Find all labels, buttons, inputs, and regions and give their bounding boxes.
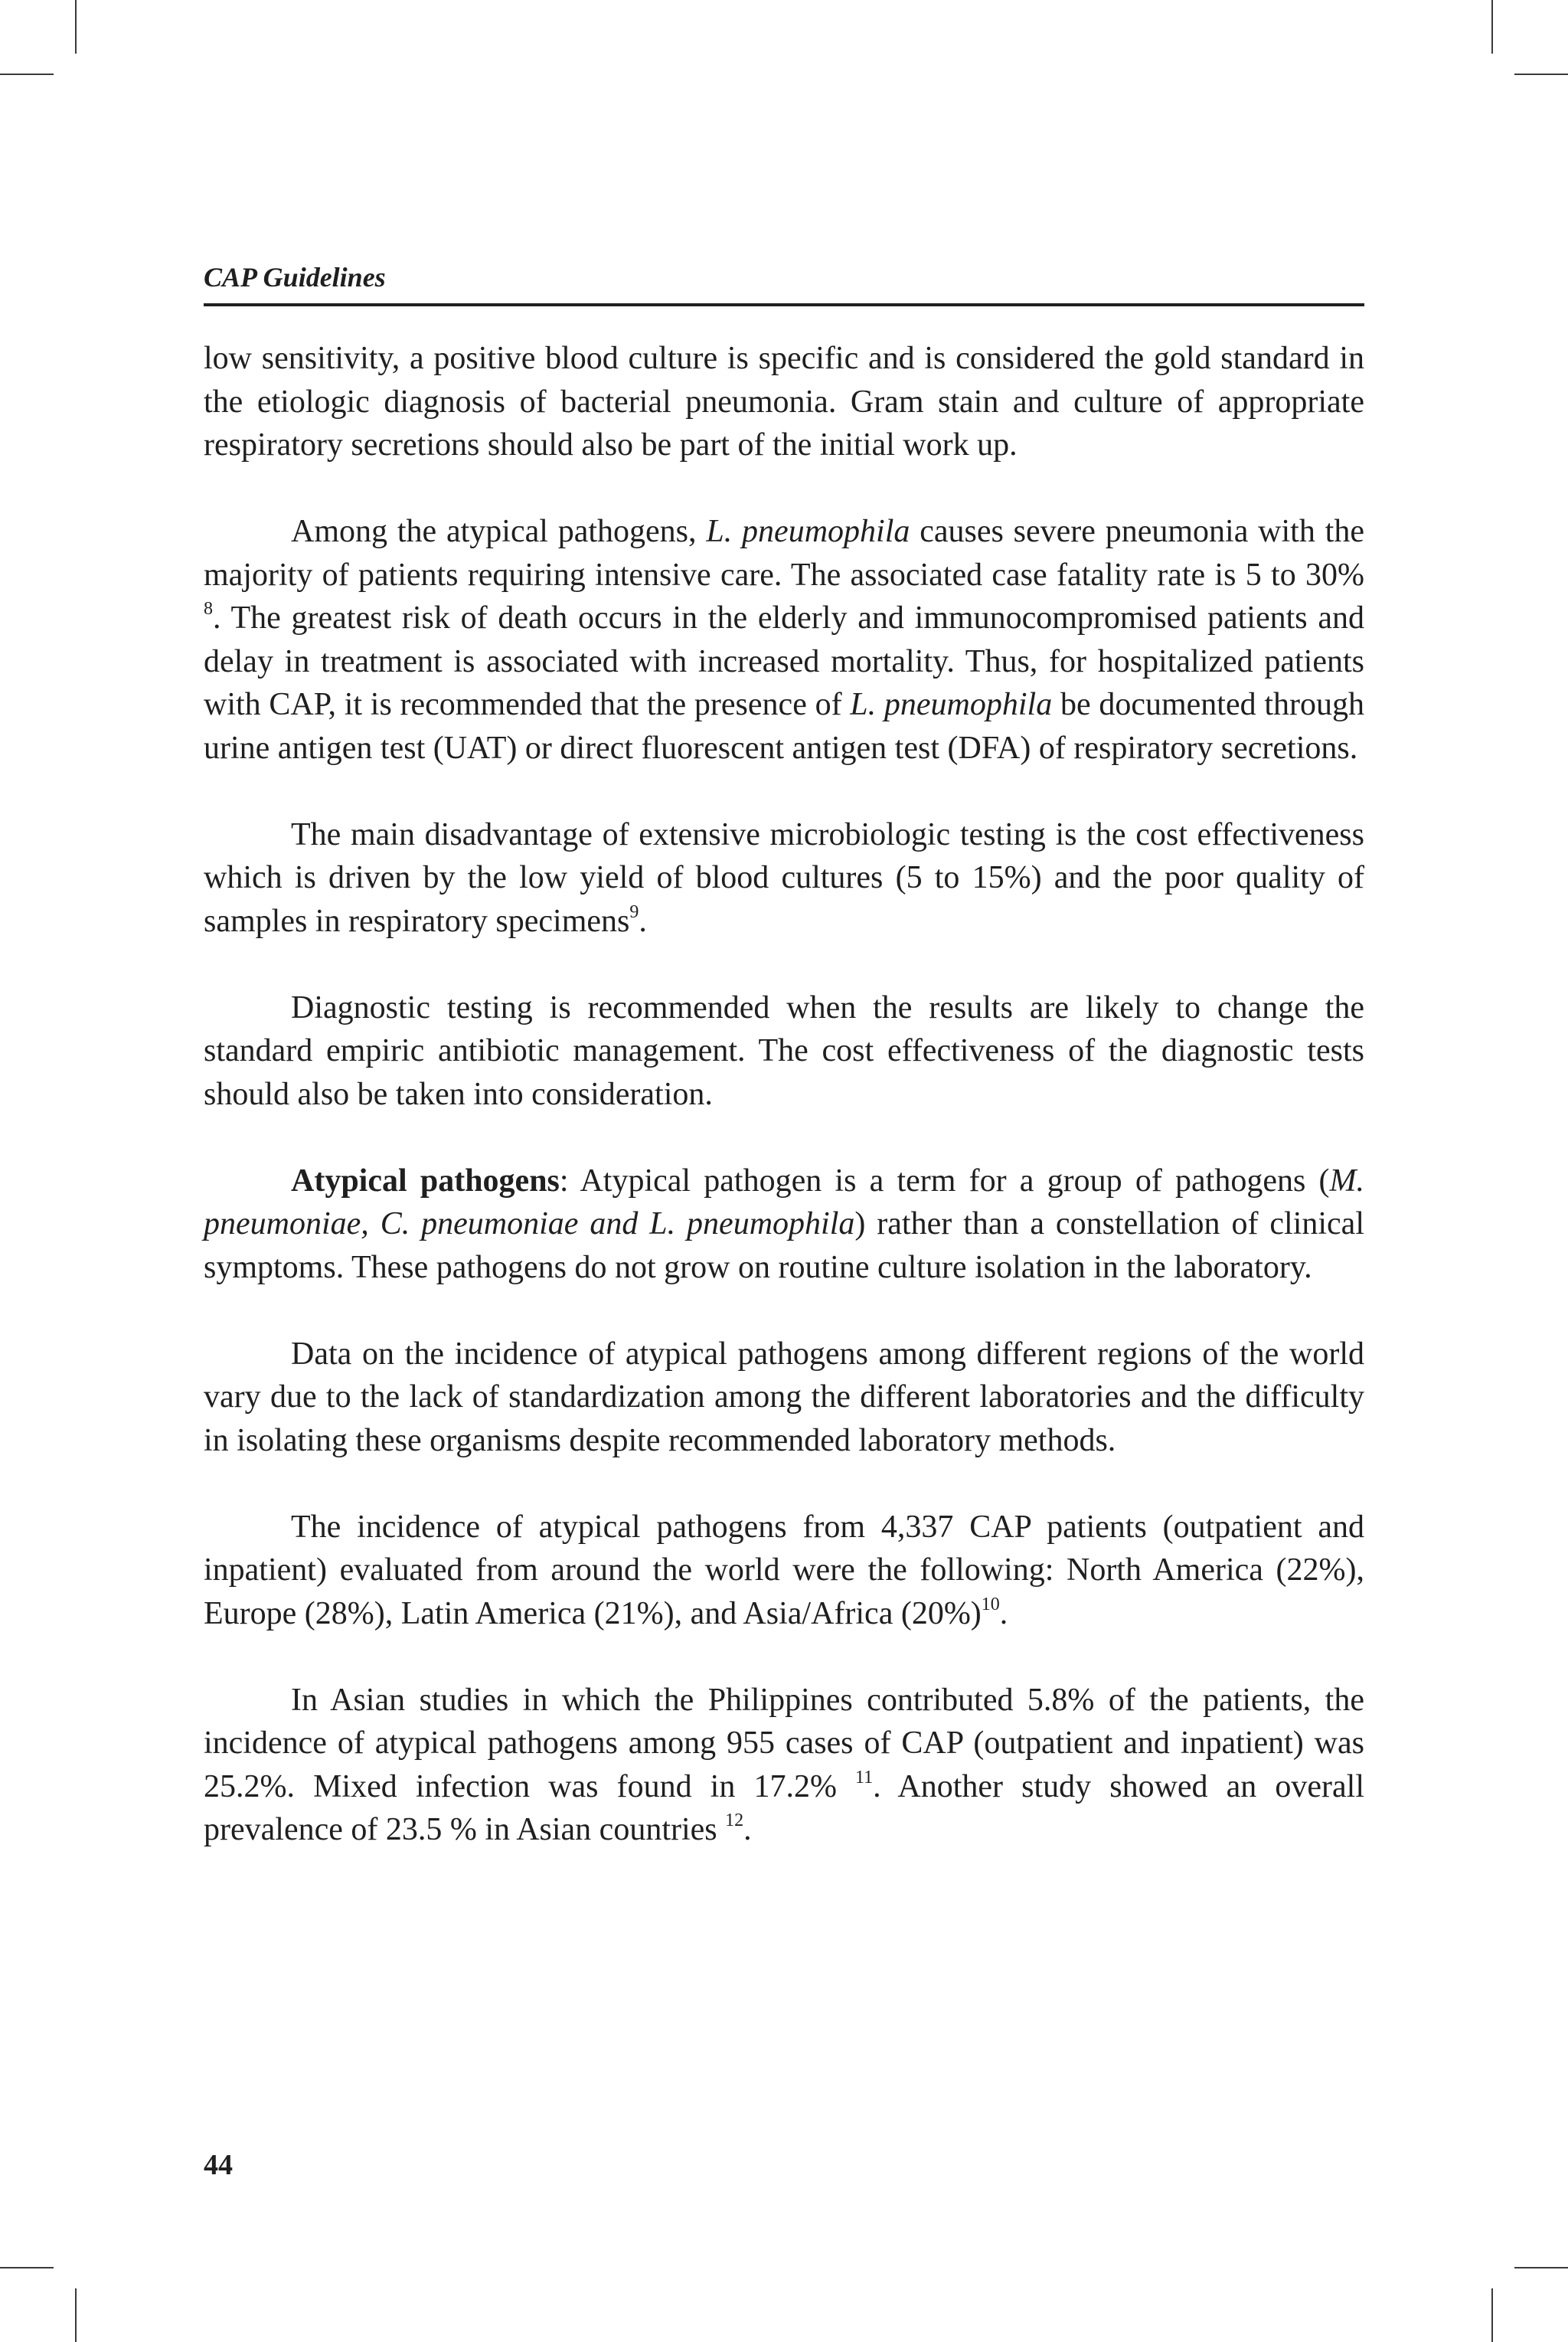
- running-header: [204, 257, 1364, 306]
- paragraph-cost-disadvantage: [204, 813, 1364, 944]
- crop-mark-bottom-left-vertical: [75, 2288, 77, 2342]
- crop-mark-bottom-left-horizontal: [0, 2267, 54, 2268]
- crop-mark-top-right-horizontal: [1514, 74, 1568, 75]
- paragraph-text: In Asian studies in which the Philippines contributed 5.8% of the patients, the incidence of atypical pathogens among 955 cases of CAP (outpatient and inpatient) was 25.2%. Mixed infection was found in 17.2%: [204, 1682, 1364, 1804]
- crop-mark-bottom-right-vertical: [1491, 2288, 1493, 2342]
- paragraph-legionella: [204, 510, 1364, 770]
- paragraph-text: Among the atypical pathogens,: [291, 514, 707, 549]
- body-text: [204, 337, 1364, 1895]
- paragraph-text: . The greatest risk of death occurs in the elderly and immunocompromised patients and delay in treatment is associated with increased mortality. Thus, for hospitalized patients with CAP, it is recommended that the presence of: [204, 600, 1364, 722]
- species-names: M. pneumoniae, C. pneumoniae and L. pneumophila: [204, 1163, 1364, 1241]
- paragraph-text: causes severe pneumonia with the majority of patients requiring intensive care. The associated case fatality rate is 5 to 30%: [204, 514, 1364, 593]
- species-name: L. pneumophila: [850, 687, 1053, 722]
- reference-marker: 8: [204, 599, 213, 619]
- section-run-in-heading: Atypical pathogens: [291, 1163, 560, 1199]
- paragraph-diagnostic-testing: [204, 986, 1364, 1117]
- running-header-title: CAP Guidelines: [204, 262, 386, 293]
- reference-marker: 10: [981, 1594, 1000, 1614]
- reference-marker: 11: [855, 1767, 874, 1788]
- reference-marker: 12: [725, 1810, 744, 1830]
- crop-mark-bottom-right-horizontal: [1514, 2267, 1568, 2268]
- paragraph-blood-culture: [204, 337, 1364, 467]
- paragraph-text: Data on the incidence of atypical pathogens among different regions of the world vary due to the lack of standardization among the different laboratories and the difficulty in isolating these organisms despite recommended laboratory methods.: [204, 1336, 1364, 1458]
- paragraph-worldwide-incidence: [204, 1506, 1364, 1636]
- paragraph-text: The main disadvantage of extensive microbiologic testing is the cost effectiveness which is driven by the low yield of blood cultures (5 to 15%) and the poor quality of samples in respiratory specimens: [204, 816, 1364, 939]
- crop-mark-top-left-vertical: [75, 0, 77, 54]
- crop-mark-top-right-vertical: [1491, 0, 1493, 54]
- paragraph-text: Diagnostic testing is recommended when the results are likely to change the standard empiric antibiotic management. The cost effectiveness of the diagnostic tests should also be taken into consideration.: [204, 989, 1364, 1112]
- paragraph-text: ) rather than a constellation of clinical symptoms. These pathogens do not grow on routine culture isolation in the laboratory.: [204, 1206, 1364, 1285]
- paragraph-text: . Another study showed an overall prevalence of 23.5 % in Asian countries: [204, 1768, 1364, 1847]
- paragraph-atypical-pathogens: [204, 1160, 1364, 1290]
- paragraph-text: .: [639, 903, 647, 939]
- paragraph-regional-data: [204, 1333, 1364, 1463]
- paragraph-asian-studies: [204, 1679, 1364, 1852]
- paragraph-text: .: [999, 1595, 1008, 1631]
- header-rule: [204, 303, 1364, 306]
- paragraph-text: be documented through urine antigen test (UAT) or direct fluorescent antigen test (DFA) of respiratory secretions.: [204, 687, 1364, 766]
- paragraph-text: : Atypical pathogen is a term for a group of pathogens (: [559, 1163, 1330, 1199]
- paragraph-text: The incidence of atypical pathogens from 4,337 CAP patients (outpatient and inpatient) evaluated from around the world were the following: North America (22%), Europe (28%), Latin America (21%), and Asia/Africa (20%): [204, 1509, 1364, 1631]
- paragraph-text: low sensitivity, a positive blood culture is specific and is considered the gold standard in the etiologic diagnosis of bacterial pneumonia. Gram stain and culture of appropriate respiratory secretions should also be part of the initial work up.: [204, 341, 1364, 463]
- paragraph-text: .: [743, 1812, 752, 1847]
- species-name: L. pneumophila: [706, 514, 910, 549]
- reference-marker: 9: [629, 901, 639, 922]
- crop-mark-top-left-horizontal: [0, 74, 54, 75]
- page-number: 44: [204, 2149, 233, 2181]
